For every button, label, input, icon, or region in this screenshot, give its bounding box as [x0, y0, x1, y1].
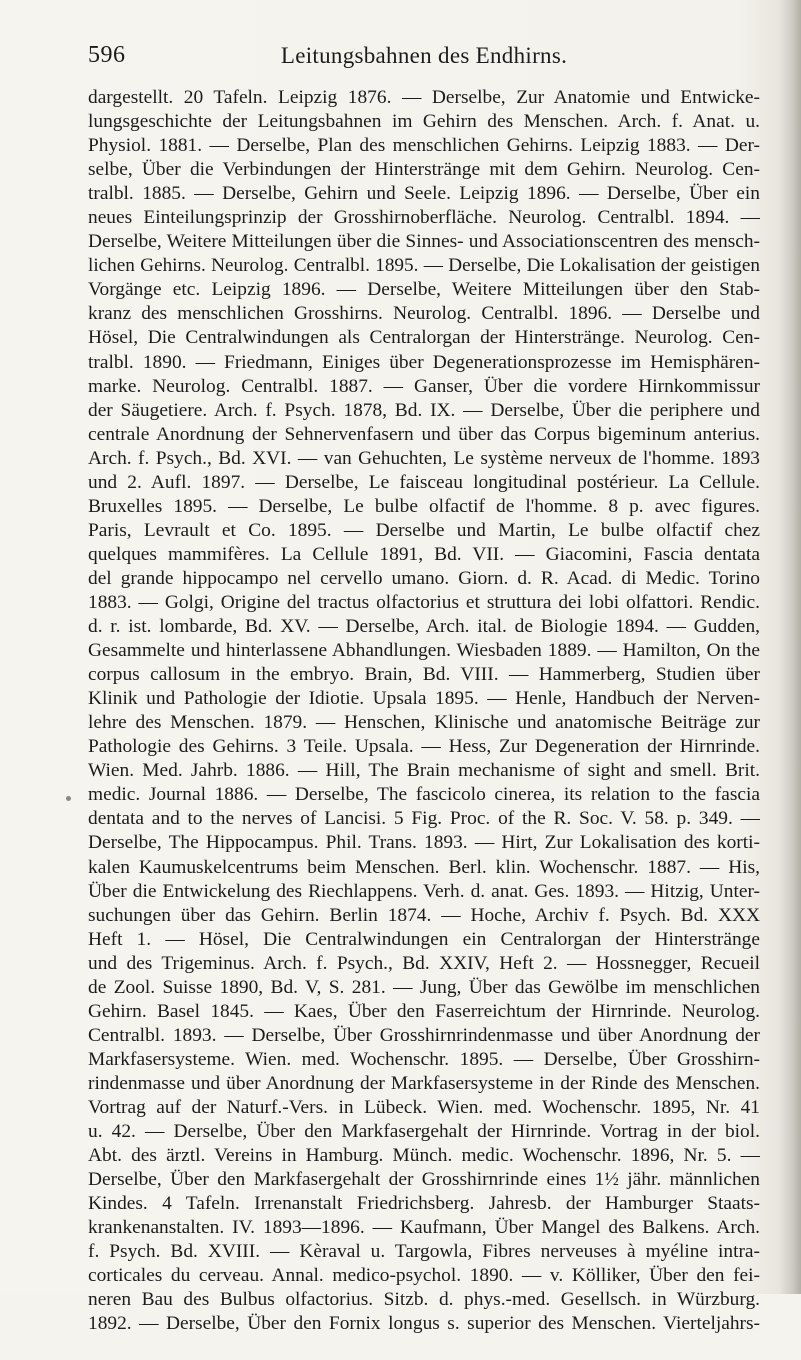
page-number: 596: [88, 42, 126, 68]
text-line: Gehirn. Basel 1845. — Kaes, Über den Faserreichtum der Hirnrinde. Neurolog.: [88, 1000, 760, 1022]
margin-dot: [66, 796, 71, 801]
text-line: de Zool. Suisse 1890, Bd. V, S. 281. — Jung, Über das Gewölbe im menschlichen: [88, 976, 760, 998]
text-line: dargestellt. 20 Tafeln. Leipzig 1876. — Derselbe, Zur Anatomie und Entwicke-: [88, 87, 760, 108]
text-line: neren Bau des Bulbus olfactorius. Sitzb. d. phys.-med. Gesellsch. in Würzburg.: [88, 1289, 760, 1311]
text-line: u. 42. — Derselbe, Über den Markfasergehalt der Hirnrinde. Vortrag in der biol.: [88, 1121, 760, 1143]
running-title: Leitungsbahnen des Endhirns.: [280, 43, 568, 68]
text-line: Physiol. 1881. — Derselbe, Plan des menschlichen Gehirns. Leipzig 1883. — Der-: [88, 135, 760, 157]
text-line: lehre des Menschen. 1879. — Henschen, Klinische und anatomische Beiträge zur: [88, 712, 760, 734]
bibliography-text: [88, 86, 760, 1360]
text-line: lungsgeschichte der Leitungsbahnen im Gehirn des Menschen. Arch. f. Anat. u.: [88, 111, 760, 133]
text-line: Derselbe, Über den Markfasergehalt der Grosshirnrinde eines 1½ jähr. männlichen: [88, 1169, 760, 1191]
text-line: d. r. ist. lombarde, Bd. XV. — Derselbe, Arch. ital. de Biologie 1894. — Gudden,: [88, 616, 760, 638]
text-line: centrale Anordnung der Sehnervenfasern und über das Corpus bigeminum anterius.: [88, 423, 760, 445]
text-line: Arch. f. Psych., Bd. XVI. — van Gehuchten, Le système nerveux de l'homme. 1893: [88, 447, 760, 469]
text-line: neues Einteilungsprinzip der Grosshirnoberfläche. Neurolog. Centralbl. 1894. —: [88, 207, 760, 229]
text-line: 1883. — Golgi, Origine del tractus olfactorius et struttura dei lobi olfattori. Rendic.: [88, 591, 760, 613]
text-line: Centralbl. 1893. — Derselbe, Über Grosshirnrindenmasse und über Anordnung der: [88, 1024, 760, 1046]
text-line: tralbl. 1890. — Friedmann, Einiges über Degenerationsprozesse im Hemisphären-: [88, 351, 760, 373]
text-line: und des Trigeminus. Arch. f. Psych., Bd. XXIV, Heft 2. — Hossnegger, Recueil: [88, 952, 760, 974]
text-line: corticales du cerveau. Annal. medico-psychol. 1890. — v. Kölliker, Über den fei-: [88, 1265, 760, 1287]
text-line: Vortrag auf der Naturf.-Vers. in Lübeck. Wien. med. Wochenschr. 1895, Nr. 41: [88, 1096, 760, 1118]
text-line: Klinik und Pathologie der Idiotie. Upsala 1895. — Henle, Handbuch der Nerven-: [88, 688, 760, 710]
text-line: krankenanstalten. IV. 1893—1896. — Kaufmann, Über Mangel des Balkens. Arch.: [88, 1217, 760, 1239]
text-line: Derselbe, The Hippocampus. Phil. Trans. 1893. — Hirt, Zur Lokalisation des korti-: [88, 832, 760, 854]
text-line: dentata and to the nerves of Lancisi. 5 Fig. Proc. of the R. Soc. V. 58. p. 349. —: [88, 808, 760, 830]
page-header: [88, 42, 760, 82]
text-line: quelques mammifères. La Cellule 1891, Bd. VII. — Giacomini, Fascia dentata: [88, 543, 760, 565]
text-line: corpus callosum in the embryo. Brain, Bd. VIII. — Hammerberg, Studien über: [88, 664, 760, 686]
text-line: 1892. — Derselbe, Über den Fornix longus s. superior des Menschen. Vierteljahrs-: [88, 1313, 760, 1335]
text-line: selbe, Über die Verbindungen der Hinterstränge mit dem Gehirn. Neurolog. Cen-: [88, 159, 760, 181]
text-line: und 2. Aufl. 1897. — Derselbe, Le faisceau longitudinal postérieur. La Cellule.: [88, 471, 760, 493]
text-line: suchungen über das Gehirn. Berlin 1874. — Hoche, Archiv f. Psych. Bd. XXX: [88, 904, 760, 926]
text-line: [88, 1336, 760, 1360]
text-line: marke. Neurolog. Centralbl. 1887. — Ganser, Über die vordere Hirnkommissur: [88, 375, 760, 397]
text-line: der Säugetiere. Arch. f. Psych. 1878, Bd. IX. — Derselbe, Über die periphere und: [88, 399, 760, 421]
text-line: Gesammelte und hinterlassene Abhandlungen. Wiesbaden 1889. — Hamilton, On the: [88, 640, 760, 662]
text-line: Abt. des ärztl. Vereins in Hamburg. Münch. medic. Wochenschr. 1896, Nr. 5. —: [88, 1145, 760, 1167]
text-line: Paris, Levrault et Co. 1895. — Derselbe und Martin, Le bulbe olfactif chez: [88, 519, 760, 541]
text-line: Derselbe, Weitere Mitteilungen über die Sinnes- und Associationscentren des mensch-: [88, 231, 760, 253]
text-line: lichen Gehirns. Neurolog. Centralbl. 1895. — Derselbe, Die Lokalisation der geistigen: [88, 255, 760, 277]
text-line: Hösel, Die Centralwindungen als Centralorgan der Hinterstränge. Neurolog. Cen-: [88, 327, 760, 349]
text-line: Bruxelles 1895. — Derselbe, Le bulbe olfactif de l'homme. 8 p. avec figures.: [88, 495, 760, 517]
text-line: Pathologie des Gehirns. 3 Teile. Upsala. — Hess, Zur Degeneration der Hirnrinde.: [88, 736, 760, 758]
text-line: Über die Entwickelung des Riechlappens. Verh. d. anat. Ges. 1893. — Hitzig, Unter-: [88, 880, 760, 902]
text-line: kranz des menschlichen Grosshirns. Neurolog. Centralbl. 1896. — Derselbe und: [88, 303, 760, 325]
text-line: medic. Journal 1886. — Derselbe, The fascicolo cinerea, its relation to the fascia: [88, 784, 760, 806]
page-edge-shadow: [779, 0, 801, 1294]
text-line: Markfasersysteme. Wien. med. Wochenschr. 1895. — Derselbe, Über Grosshirn-: [88, 1048, 760, 1070]
text-line: Wien. Med. Jahrb. 1886. — Hill, The Brain mechanisme of sight and smell. Brit.: [88, 760, 760, 782]
text-line: Heft 1. — Hösel, Die Centralwindungen ein Centralorgan der Hinterstränge: [88, 928, 760, 950]
text-line: kalen Kaumuskelcentrums beim Menschen. Berl. klin. Wochenschr. 1887. — His,: [88, 856, 760, 878]
text-line: tralbl. 1885. — Derselbe, Gehirn und Seele. Leipzig 1896. — Derselbe, Über ein: [88, 183, 760, 205]
text-line: Vorgänge etc. Leipzig 1896. — Derselbe, Weitere Mitteilungen über den Stab-: [88, 279, 760, 301]
text-line: rindenmasse und über Anordnung der Markfasersysteme in der Rinde des Menschen.: [88, 1072, 760, 1094]
text-line: del grande hippocampo nel cervello umano. Giorn. d. R. Acad. di Medic. Torino: [88, 567, 760, 589]
text-line: f. Psych. Bd. XVIII. — Kèraval u. Targowla, Fibres nerveuses à myéline intra-: [88, 1241, 760, 1263]
text-line: Kindes. 4 Tafeln. Irrenanstalt Friedrichsberg. Jahresb. der Hamburger Staats-: [88, 1193, 760, 1215]
